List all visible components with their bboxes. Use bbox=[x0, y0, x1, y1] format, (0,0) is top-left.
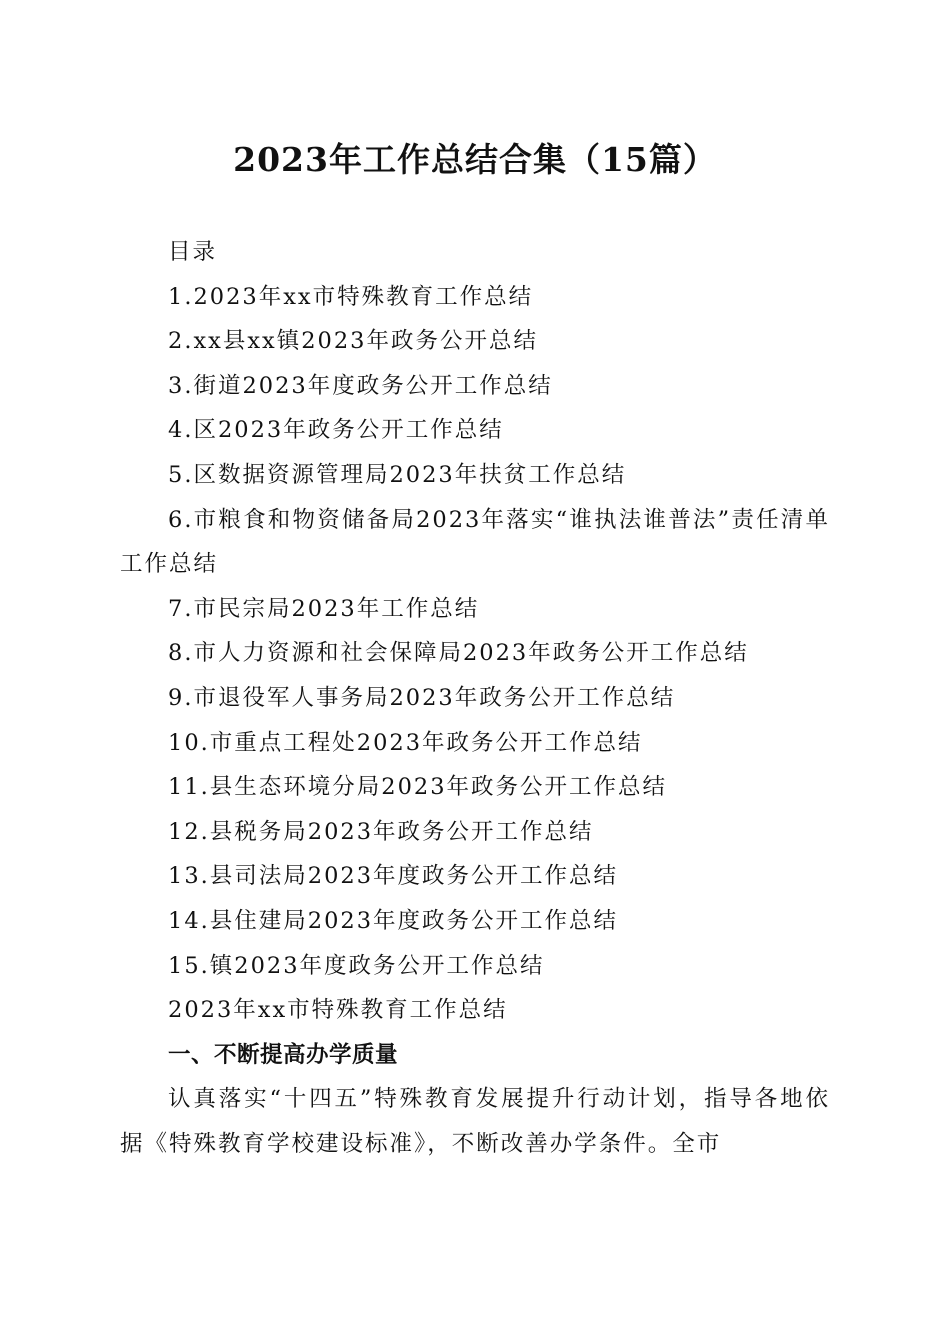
toc-item-10: 10.市重点工程处2023年政务公开工作总结 bbox=[168, 729, 643, 756]
toc-heading: 目录 bbox=[168, 239, 218, 265]
toc-item-9: 9.市退役军人事务局2023年政务公开工作总结 bbox=[168, 684, 676, 711]
article-title: 2023年xx市特殊教育工作总结 bbox=[168, 997, 508, 1024]
toc-item-1: 1.2023年xx市特殊教育工作总结 bbox=[168, 283, 534, 310]
body-paragraph: 认真落实“十四五”特殊教育发展提升行动计划，指导各地依据《特殊教育学校建设标准》，不断改善办学条件。全市 bbox=[120, 1086, 830, 1157]
toc-item-14: 14.县住建局2023年度政务公开工作总结 bbox=[168, 907, 619, 934]
toc-item-7: 7.市民宗局2023年工作总结 bbox=[168, 595, 480, 622]
toc-item-6: 6.市粮食和物资储备局2023年落实“谁执法谁普法”责任清单工作总结 bbox=[120, 506, 830, 578]
toc-item-12: 12.县税务局2023年政务公开工作总结 bbox=[168, 818, 594, 845]
toc-item-3: 3.街道2023年度政务公开工作总结 bbox=[168, 372, 553, 399]
section-heading: 一、不断提高办学质量 bbox=[168, 1041, 399, 1068]
toc-item-8: 8.市人力资源和社会保障局2023年政务公开工作总结 bbox=[168, 640, 749, 667]
toc-item-2: 2.xx县xx镇2023年政务公开总结 bbox=[168, 328, 538, 355]
toc-item-4: 4.区2023年政务公开工作总结 bbox=[168, 417, 504, 444]
document-title: 2023年工作总结合集（15篇） bbox=[233, 140, 717, 179]
toc-item-15: 15.镇2023年度政务公开工作总结 bbox=[168, 952, 545, 979]
toc-item-5: 5.区数据资源管理局2023年扶贫工作总结 bbox=[168, 461, 627, 488]
document-body bbox=[120, 230, 830, 1166]
toc-item-11: 11.县生态环境分局2023年政务公开工作总结 bbox=[168, 774, 668, 801]
toc-item-13: 13.县司法局2023年度政务公开工作总结 bbox=[168, 863, 619, 890]
